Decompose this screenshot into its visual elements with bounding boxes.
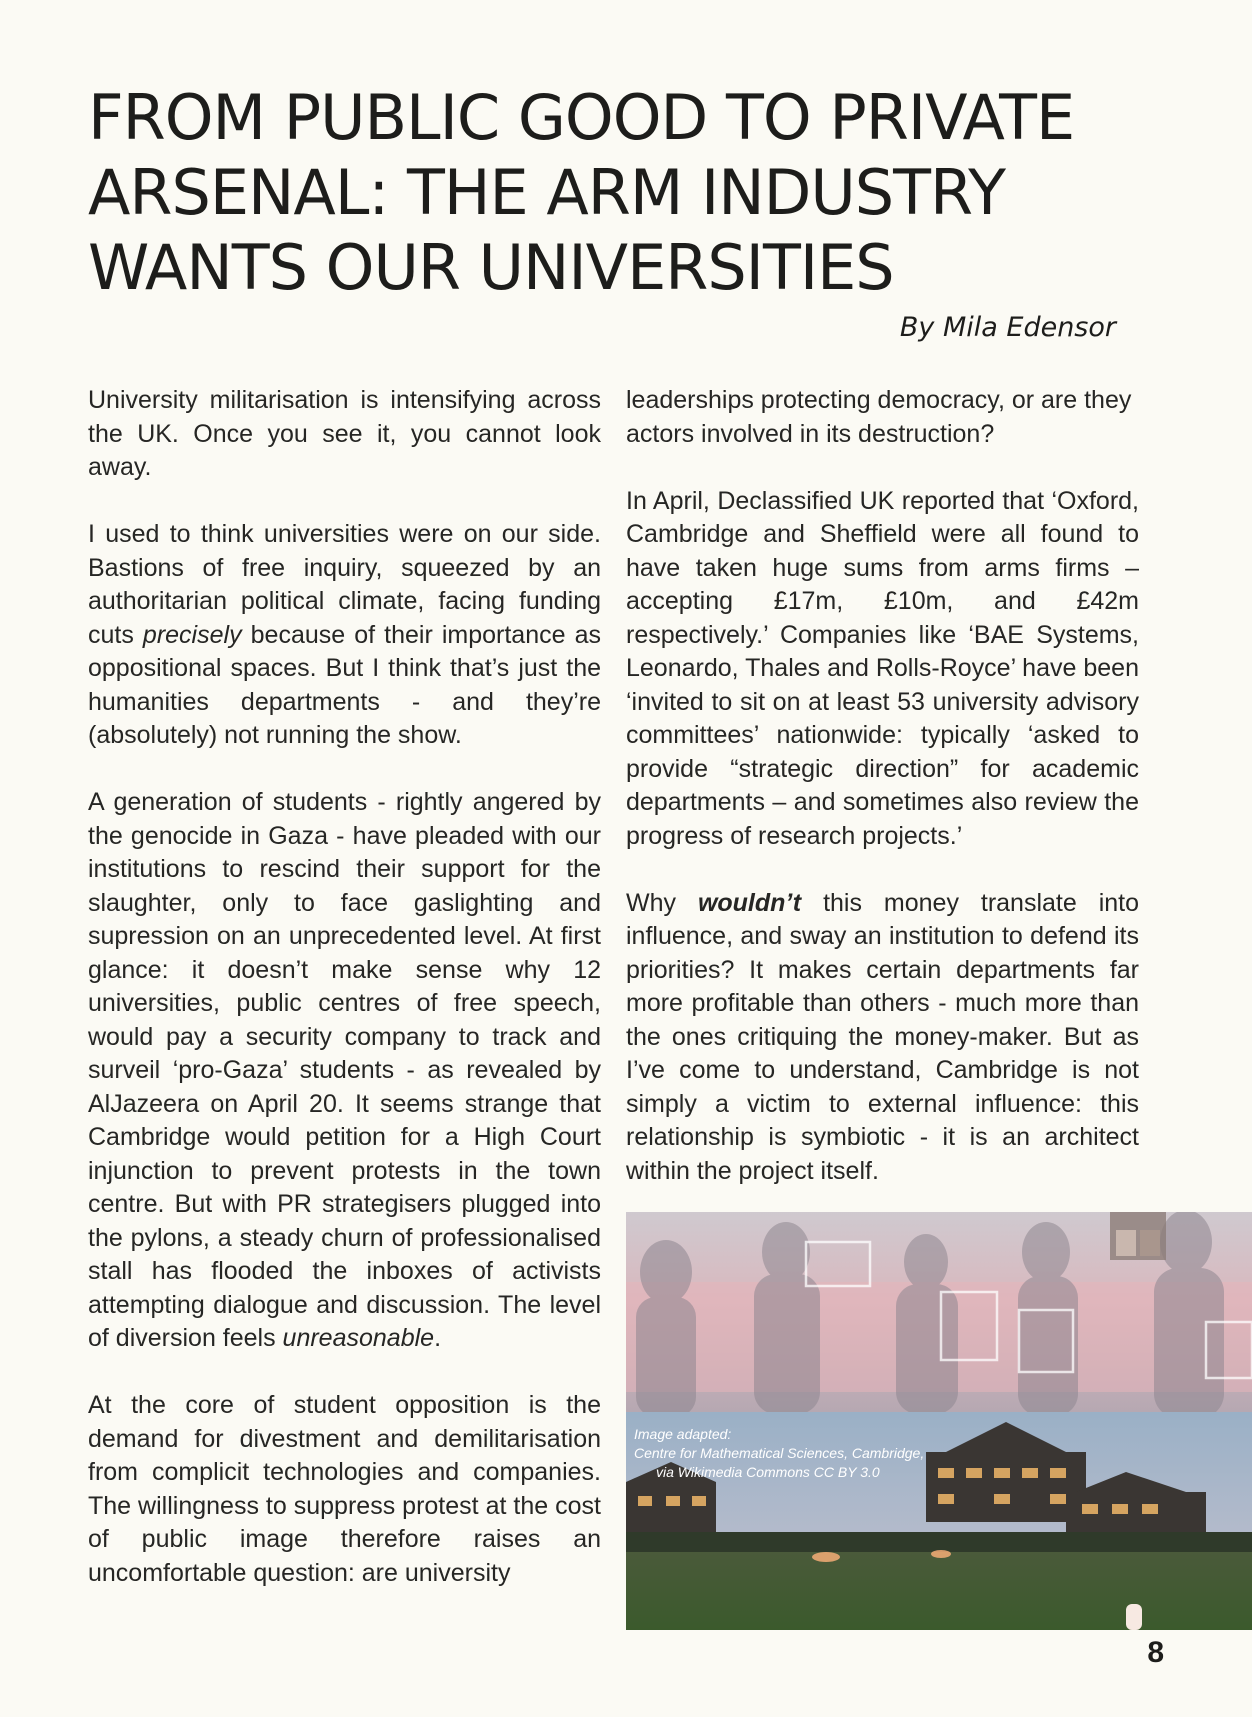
- text-run: .: [434, 1324, 442, 1352]
- byline: By Mila Edensor: [899, 312, 1116, 343]
- emphasis-text: precisely: [142, 620, 242, 649]
- caption-line: via Wikimedia Commons CC BY 3.0: [656, 1464, 880, 1480]
- page-number: 8: [1147, 1636, 1164, 1669]
- emphasis-text: wouldn’t: [697, 888, 802, 917]
- text-run: Why: [626, 888, 698, 917]
- right-column: [626, 384, 1139, 1222]
- article-image: [626, 1212, 1252, 1630]
- title-line: ARSENAL: THE ARM INDUSTRY: [88, 156, 1006, 229]
- left-column: [88, 384, 601, 1624]
- paragraph: In April, Declassified UK reported that ‘Oxford, Cambridge and Sheffield were all found to have taken huge sums from arms firms – accepting £17m, £10m, and £42m respectively.’ Companies like ‘BAE Systems, Leonardo, Thales and Rolls-Royce’ have been ‘invited to sit on at least 53 university advisory committees’ nationwide: typically ‘asked to provide “strategic direction” for academic departments – and sometimes also review the progress of research projects.’: [626, 486, 1139, 850]
- article-title: [88, 80, 1208, 305]
- paragraph: [88, 786, 601, 1356]
- caption-line: Image adapted:: [634, 1426, 732, 1442]
- protest-and-building-collage: [626, 1212, 1252, 1630]
- title-line: WANTS OUR UNIVERSITIES: [88, 231, 894, 304]
- text-run: this money translate into influence, and sway an institution to defend its priorities? It makes certain departments far more profitable than others - much more than the ones critiquing the money-maker. But as I’ve come to understand, Cambridge is not simply a victim to external influence: this relationship is symbiotic - it is an architect within the project itself.: [626, 888, 1139, 1185]
- paragraph: University militarisation is intensifying across the UK. Once you see it, you cannot look away.: [88, 386, 601, 481]
- paragraph: [88, 518, 601, 753]
- text-run: because of their importance as oppositional spaces. But I think that’s just the humanities departments - and they’re (absolutely) not running the show.: [88, 620, 601, 749]
- caption-line: Centre for Mathematical Sciences, Cambridge,: [634, 1445, 925, 1461]
- paragraph: [626, 887, 1139, 1189]
- image-caption: [634, 1425, 1014, 1482]
- emphasis-text: unreasonable: [282, 1324, 435, 1352]
- text-run: I used to think universities were on our side. Bastions of free inquiry, squeezed by an authoritarian political climate, facing funding cuts: [88, 520, 601, 649]
- title-line: FROM PUBLIC GOOD TO PRIVATE: [88, 81, 1075, 154]
- paragraph: At the core of student opposition is the demand for divestment and demilitarisation from complicit technologies and companies. The willingness to suppress protest at the cost of public image therefore raises an uncomfortable question: are university: [88, 1391, 601, 1587]
- text-run: A generation of students - rightly angered by the genocide in Gaza - have pleaded with our institutions to rescind their support for the slaughter, only to face gaslighting and supression on an unprecedented level. At first glance: it doesn’t make sense why 12 universities, public centres of free speech, would pay a security company to track and surveil ‘pro-Gaza’ students - as revealed by AlJazeera on April 20. It seems strange that Cambridge would petition for a High Court injunction to prevent protests in the town centre. But with PR strategisers plugged into the pylons, a steady churn of professionalised stall has flooded the inboxes of activists attempting dialogue and discussion. The level of diversion feels: [88, 788, 601, 1352]
- paragraph: leaderships protecting democracy, or are they actors involved in its destruction?: [626, 386, 1132, 448]
